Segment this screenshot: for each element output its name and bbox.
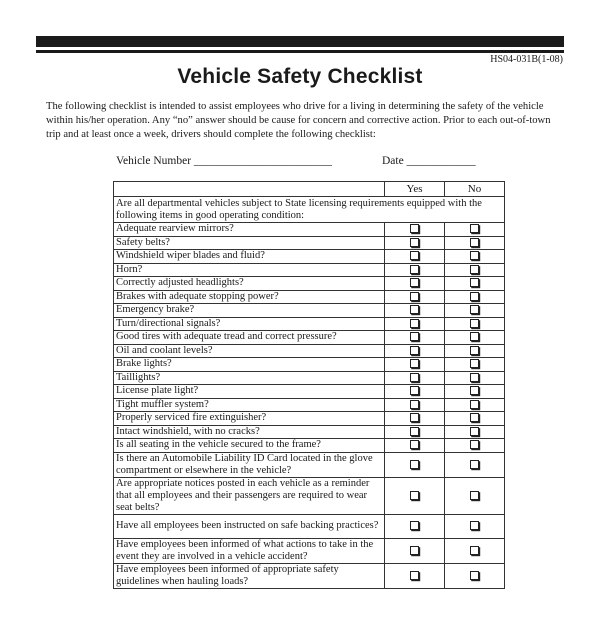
no-checkbox[interactable] bbox=[470, 571, 479, 580]
table-row bbox=[114, 250, 505, 264]
yes-checkbox[interactable] bbox=[410, 251, 419, 260]
question-text: Brake lights? bbox=[114, 358, 385, 372]
question-text: Is there an Automobile Liability ID Card located in the glove compartment or elsewhere in the vehicle? bbox=[114, 452, 385, 477]
no-checkbox[interactable] bbox=[470, 427, 479, 436]
table-row bbox=[114, 563, 505, 588]
table-row bbox=[114, 425, 505, 439]
question-text: Horn? bbox=[114, 263, 385, 277]
yes-checkbox[interactable] bbox=[410, 265, 419, 274]
no-checkbox[interactable] bbox=[470, 238, 479, 247]
table-row bbox=[114, 304, 505, 318]
question-text: Oil and coolant levels? bbox=[114, 344, 385, 358]
vehicle-number-field[interactable] bbox=[116, 155, 332, 167]
question-text: Good tires with adequate tread and correct pressure? bbox=[114, 331, 385, 345]
header-rule-thin bbox=[36, 50, 564, 53]
intro-paragraph: The following checklist is intended to assist employees who drive for a living in determining the safety of the vehicle within his/her operation. Any “no” answer should be cause for concern and corrective action. Prior to each out-of-town trip and at least once a week, drivers should complete the following checklist: bbox=[46, 101, 551, 140]
no-checkbox[interactable] bbox=[470, 292, 479, 301]
form-code: HS04-031B(1-08) bbox=[490, 54, 563, 65]
checklist-table bbox=[113, 181, 505, 589]
no-checkbox[interactable] bbox=[470, 359, 479, 368]
header-rule-thick bbox=[36, 36, 564, 47]
question-text: Windshield wiper blades and fluid? bbox=[114, 250, 385, 264]
yes-checkbox[interactable] bbox=[410, 400, 419, 409]
question-text: Have employees been informed of what actions to take in the event they are involved in a vehicle accident? bbox=[114, 538, 385, 563]
question-text: Adequate rearview mirrors? bbox=[114, 223, 385, 237]
table-row bbox=[114, 317, 505, 331]
vehicle-number-blank[interactable]: ________________________ bbox=[193, 155, 332, 167]
table-row bbox=[114, 398, 505, 412]
yes-column-header: Yes bbox=[385, 182, 445, 197]
table-row bbox=[114, 538, 505, 563]
no-checkbox[interactable] bbox=[470, 305, 479, 314]
question-text: Brakes with adequate stopping power? bbox=[114, 290, 385, 304]
yes-checkbox[interactable] bbox=[410, 305, 419, 314]
yes-checkbox[interactable] bbox=[410, 521, 419, 530]
no-checkbox[interactable] bbox=[470, 386, 479, 395]
question-text: Properly serviced fire extinguisher? bbox=[114, 412, 385, 426]
date-blank[interactable]: ____________ bbox=[406, 155, 476, 167]
yes-checkbox[interactable] bbox=[410, 491, 419, 500]
question-column-header bbox=[114, 182, 385, 197]
question-text: Have employees been informed of appropriate safety guidelines when hauling loads? bbox=[114, 563, 385, 588]
yes-checkbox[interactable] bbox=[410, 278, 419, 287]
table-row bbox=[114, 331, 505, 345]
no-checkbox[interactable] bbox=[470, 460, 479, 469]
yes-checkbox[interactable] bbox=[410, 373, 419, 382]
yes-checkbox[interactable] bbox=[410, 460, 419, 469]
question-text: Safety belts? bbox=[114, 236, 385, 250]
no-checkbox[interactable] bbox=[470, 521, 479, 530]
question-text: Emergency brake? bbox=[114, 304, 385, 318]
date-label: Date bbox=[382, 155, 404, 167]
yes-checkbox[interactable] bbox=[410, 359, 419, 368]
yes-checkbox[interactable] bbox=[410, 319, 419, 328]
no-checkbox[interactable] bbox=[470, 373, 479, 382]
table-row bbox=[114, 452, 505, 477]
table-row bbox=[114, 477, 505, 514]
yes-checkbox[interactable] bbox=[410, 571, 419, 580]
no-checkbox[interactable] bbox=[470, 251, 479, 260]
no-checkbox[interactable] bbox=[470, 413, 479, 422]
question-text: Correctly adjusted headlights? bbox=[114, 277, 385, 291]
yes-checkbox[interactable] bbox=[410, 413, 419, 422]
table-caption: Are all departmental vehicles subject to State licensing requirements equipped with the following items in good operating condition: bbox=[114, 197, 505, 223]
vehicle-number-label: Vehicle Number bbox=[116, 155, 192, 167]
no-checkbox[interactable] bbox=[470, 278, 479, 287]
table-row bbox=[114, 385, 505, 399]
no-checkbox[interactable] bbox=[470, 491, 479, 500]
yes-checkbox[interactable] bbox=[410, 386, 419, 395]
table-header-row bbox=[114, 182, 505, 197]
table-row bbox=[114, 263, 505, 277]
yes-checkbox[interactable] bbox=[410, 346, 419, 355]
table-caption-row bbox=[114, 197, 505, 223]
table-row bbox=[114, 277, 505, 291]
no-checkbox[interactable] bbox=[470, 400, 479, 409]
table-row bbox=[114, 412, 505, 426]
yes-checkbox[interactable] bbox=[410, 292, 419, 301]
table-row bbox=[114, 223, 505, 237]
question-text: Taillights? bbox=[114, 371, 385, 385]
question-text: Tight muffler system? bbox=[114, 398, 385, 412]
table-row bbox=[114, 439, 505, 453]
no-checkbox[interactable] bbox=[470, 440, 479, 449]
table-row bbox=[114, 290, 505, 304]
question-text: License plate light? bbox=[114, 385, 385, 399]
yes-checkbox[interactable] bbox=[410, 440, 419, 449]
table-row bbox=[114, 344, 505, 358]
table-row bbox=[114, 358, 505, 372]
no-column-header: No bbox=[445, 182, 505, 197]
no-checkbox[interactable] bbox=[470, 319, 479, 328]
question-text: Intact windshield, with no cracks? bbox=[114, 425, 385, 439]
yes-checkbox[interactable] bbox=[410, 332, 419, 341]
page-title: Vehicle Safety Checklist bbox=[177, 65, 423, 88]
table-row bbox=[114, 371, 505, 385]
question-text: Have all employees been instructed on safe backing practices? bbox=[114, 514, 385, 538]
table-row bbox=[114, 514, 505, 538]
no-checkbox[interactable] bbox=[470, 332, 479, 341]
yes-checkbox[interactable] bbox=[410, 238, 419, 247]
no-checkbox[interactable] bbox=[470, 265, 479, 274]
no-checkbox[interactable] bbox=[470, 224, 479, 233]
date-field[interactable] bbox=[382, 155, 476, 167]
yes-checkbox[interactable] bbox=[410, 224, 419, 233]
no-checkbox[interactable] bbox=[470, 546, 479, 555]
no-checkbox[interactable] bbox=[470, 346, 479, 355]
question-text: Is all seating in the vehicle secured to the frame? bbox=[114, 439, 385, 453]
yes-checkbox[interactable] bbox=[410, 546, 419, 555]
question-text: Turn/directional signals? bbox=[114, 317, 385, 331]
question-text: Are appropriate notices posted in each vehicle as a reminder that all employees and their passengers are required to wear seat belts? bbox=[114, 477, 385, 514]
table-row bbox=[114, 236, 505, 250]
yes-checkbox[interactable] bbox=[410, 427, 419, 436]
